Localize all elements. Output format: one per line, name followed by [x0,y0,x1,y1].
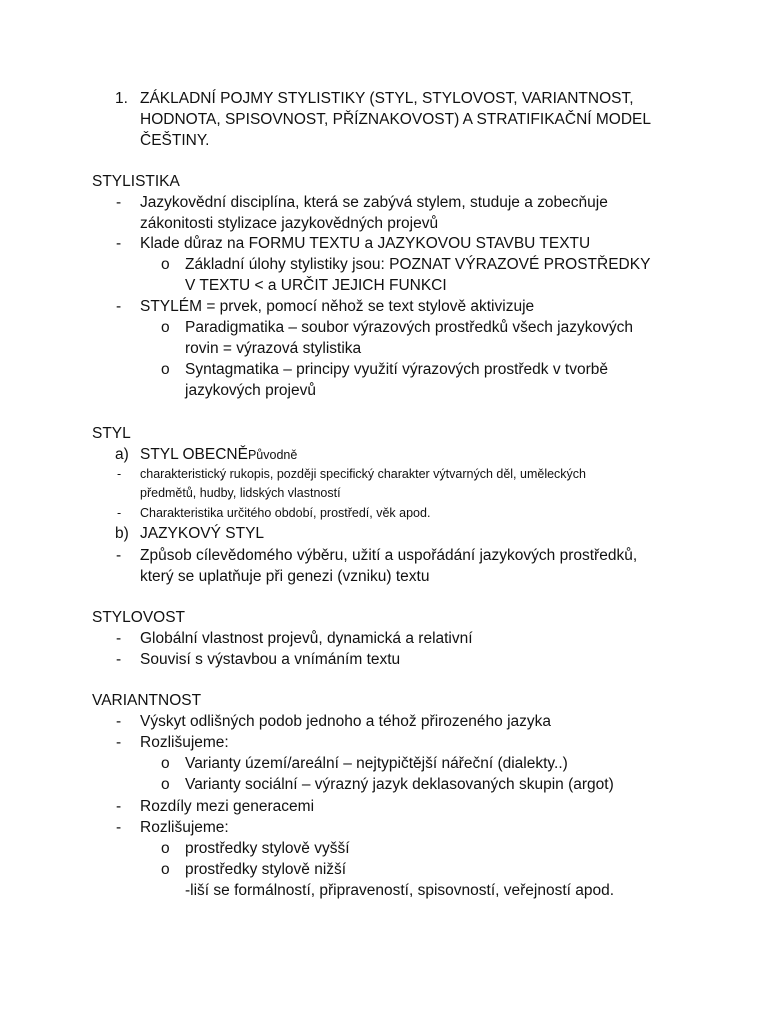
variantnost-item4-sub1: prostředky stylově vyšší [185,840,350,857]
circle-bullet-marker: o [161,861,170,878]
styl-b-item1-line1: Způsob cílevědomého výběru, užití a uspořádání jazykových prostředků, [140,547,638,564]
dash-marker: - [117,467,122,481]
stylistika-item3-sub2-line2: jazykových projevů [185,382,316,399]
stylistika-item1-line1: Jazykovědní disciplína, která se zabývá stylem, studuje a zobecňuje [140,194,608,211]
stylovost-item2: Souvisí s výstavbou a vnímáním textu [140,651,401,668]
dash-marker: - [116,819,122,836]
variantnost-item2-sub2: Varianty sociální – výrazný jazyk deklasovaných skupin (argot) [185,776,614,793]
section-heading-stylistika: STYLISTIKA [92,173,180,190]
circle-bullet-marker: o [161,776,170,793]
circle-bullet-marker: o [161,319,170,336]
stylistika-item3: STYLÉM = prvek, pomocí něhož se text stylově aktivizuje [140,298,535,315]
section-heading-styl: STYL [92,425,131,442]
dash-marker: - [116,713,122,730]
circle-bullet-marker: o [161,840,170,857]
circle-bullet-marker: o [161,256,170,273]
stylistika-item3-sub1-line2: rovin = výrazová stylistika [185,340,362,357]
variantnost-item4-note: -liší se formálností, připraveností, spisovností, veřejností apod. [185,882,615,899]
dash-marker: - [116,298,122,315]
title-line-2: HODNOTA, SPISOVNOST, PŘÍZNAKOVOST) A STRATIFIKAČNÍ MODEL [140,111,652,128]
section-heading-stylovost: STYLOVOST [92,609,186,626]
styl-b-heading: JAZYKOVÝ STYL [140,525,265,542]
styl-b-item1-line2: který se uplatňuje při genezi (vzniku) textu [140,568,430,585]
stylistika-item2-sub-line1: Základní úlohy stylistiky jsou: POZNAT VÝRAZOVÉ PROSTŘEDKY [185,256,651,273]
list-marker-a: a) [115,446,129,463]
dash-marker: - [116,651,122,668]
styl-a-suffix: Původně [247,448,298,462]
dash-marker: - [117,506,122,520]
variantnost-item2-sub1: Varianty území/areální – nejtypičtější nářeční (dialekty..) [185,755,568,772]
stylistika-item3-sub2-line1: Syntagmatika – principy využití výrazových prostředk v tvorbě [185,361,608,378]
dash-marker: - [116,235,122,252]
dash-marker: - [116,194,122,211]
circle-bullet-marker: o [161,755,170,772]
dash-marker: - [116,547,122,564]
dash-marker: - [116,630,122,647]
styl-a-label: STYL OBECNĚ [140,446,248,463]
title-line-3: ČEŠTINY. [140,132,210,149]
stylistika-item1-line2: zákonitosti stylizace jazykovědných projevů [140,215,439,232]
variantnost-item4-sub2: prostředky stylově nižší [185,861,347,878]
variantnost-item2: Rozlišujeme: [140,734,229,751]
circle-bullet-marker: o [161,361,170,378]
stylistika-item3-sub1-line1: Paradigmatika – soubor výrazových prostředků všech jazykových [185,319,633,336]
variantnost-item3: Rozdíly mezi generacemi [140,798,315,815]
section-heading-variantnost: VARIANTNOST [92,692,202,709]
variantnost-item4: Rozlišujeme: [140,819,229,836]
dash-marker: - [116,734,122,751]
styl-a-item2: Charakteristika určitého období, prostředí, věk apod. [140,506,431,520]
title-line-1: ZÁKLADNÍ POJMY STYLISTIKY (STYL, STYLOVOST, VARIANTNOST, [140,90,634,107]
dash-marker: - [116,798,122,815]
variantnost-item1: Výskyt odlišných podob jednoho a téhož přirozeného jazyka [140,713,552,730]
stylistika-item2: Klade důraz na FORMU TEXTU a JAZYKOVOU STAVBU TEXTU [140,235,591,252]
stylistika-item2-sub-line2: V TEXTU < a URČIT JEJICH FUNKCI [185,277,447,294]
styl-a-item1-line2: předmětů, hudby, lidských vlastností [140,486,341,500]
title-number: 1. [115,90,128,107]
list-marker-b: b) [115,525,129,542]
styl-a-heading [140,444,297,465]
stylovost-item1: Globální vlastnost projevů, dynamická a relativní [140,630,473,647]
styl-a-item1-line1: charakteristický rukopis, později specifický charakter výtvarných děl, uměleckých [140,467,587,481]
